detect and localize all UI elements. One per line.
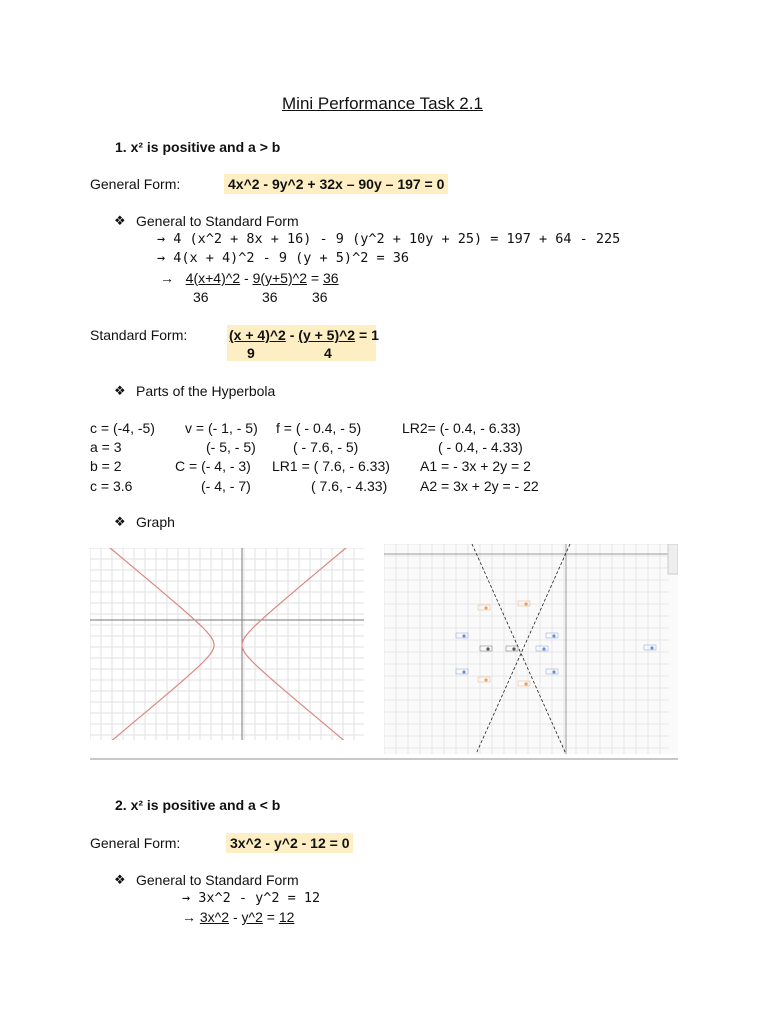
part-cell: (- 4, - 7) xyxy=(201,478,251,494)
q1-standard-denominator-a: 9 xyxy=(247,345,255,361)
section-divider xyxy=(90,758,678,760)
part-cell: b = 2 xyxy=(90,458,122,474)
q1-standard-numerator-b: (y + 5)^2 xyxy=(298,327,356,343)
part-cell: C = (- 4, - 3) xyxy=(175,458,251,474)
part-cell: v = (- 1, - 5) xyxy=(185,420,258,436)
part-cell: ( 7.6, - 4.33) xyxy=(311,478,388,494)
q1-standard-denominator-b: 4 xyxy=(324,345,332,361)
part-cell: A1 = - 3x + 2y = 2 xyxy=(420,458,531,474)
q2-step-2-minus: - xyxy=(232,909,238,925)
q1-general-form-value: 4x^2 - 9y^2 + 32x – 90y – 197 = 0 xyxy=(224,174,448,194)
part-cell: A2 = 3x + 2y = - 22 xyxy=(420,478,539,494)
arrow-glyph: → xyxy=(182,909,196,925)
q1-standard-equals: = 1 xyxy=(359,327,379,343)
q2-step-2 xyxy=(182,909,294,925)
asymptotes-graph-image xyxy=(384,544,678,754)
q1-denominator-2: 36 xyxy=(262,289,278,305)
q1-general-form-label: General Form: xyxy=(90,176,181,192)
q1-standard-minus: - xyxy=(289,327,295,343)
q2-heading: 2. x² is positive and a < b xyxy=(115,797,281,813)
arrow-glyph: → xyxy=(160,270,174,286)
part-cell: LR2= (- 0.4, - 6.33) xyxy=(402,420,521,436)
hyperbola-graph-image xyxy=(90,548,364,740)
q1-standard-form-label: Standard Form: xyxy=(90,327,188,343)
part-cell: ( - 7.6, - 5) xyxy=(293,439,359,455)
part-cell: ( - 0.4, - 4.33) xyxy=(438,439,523,455)
page-title: Mini Performance Task 2.1 xyxy=(282,94,483,113)
bullet-icon: ❖ xyxy=(114,213,126,228)
q1-parts-heading: Parts of the Hyperbola xyxy=(136,383,276,399)
part-cell: (- 5, - 5) xyxy=(206,439,256,455)
q1-denominator-1: 36 xyxy=(193,289,209,305)
bullet-icon: ❖ xyxy=(114,514,126,529)
q2-step-2-numerator-b: y^2 xyxy=(241,909,263,925)
q2-general-form-value: 3x^2 - y^2 - 12 = 0 xyxy=(226,833,353,853)
q2-step-2-rhs: 12 xyxy=(278,909,295,925)
q2-general-form-label: General Form: xyxy=(90,835,181,851)
part-cell: LR1 = ( 7.6, - 6.33) xyxy=(272,458,390,474)
q1-graph-heading: Graph xyxy=(136,514,175,530)
part-cell: c = 3.6 xyxy=(90,478,133,494)
q1-step-1: → 4 (x^2 + 8x + 16) - 9 (y^2 + 10y + 25) = 197 + 64 - 225 xyxy=(157,231,621,247)
q1-denominator-3: 36 xyxy=(312,289,328,305)
q1-step-3-minus: - xyxy=(244,270,249,286)
q2-step-1: → 3x^2 - y^2 = 12 xyxy=(182,890,321,906)
q1-step-3-numerator-a: 4(x+4)^2 xyxy=(185,270,241,286)
q1-step-3-numerator-b: 9(y+5)^2 xyxy=(252,270,307,286)
bullet-icon: ❖ xyxy=(114,872,126,887)
q2-step-2-numerator-a: 3x^2 xyxy=(199,909,230,925)
q1-step-3-rhs: 36 xyxy=(322,270,339,286)
q1-step-2: → 4(x + 4)^2 - 9 (y + 5)^2 = 36 xyxy=(157,250,409,266)
q1-heading: 1. x² is positive and a > b xyxy=(115,139,281,155)
q1-step-3-equals: = xyxy=(310,270,320,286)
part-cell: a = 3 xyxy=(90,439,122,455)
part-cell: c = (-4, -5) xyxy=(90,420,155,436)
q2-general-to-standard-heading: General to Standard Form xyxy=(136,872,299,888)
q1-step-3 xyxy=(160,270,339,286)
q2-step-2-equals: = xyxy=(266,909,275,925)
bullet-icon: ❖ xyxy=(114,383,126,398)
part-cell: f = ( - 0.4, - 5) xyxy=(276,420,362,436)
q1-general-to-standard-heading: General to Standard Form xyxy=(136,213,299,229)
q1-standard-numerator-a: (x + 4)^2 xyxy=(229,327,286,343)
q1-standard-form-value xyxy=(227,325,379,361)
